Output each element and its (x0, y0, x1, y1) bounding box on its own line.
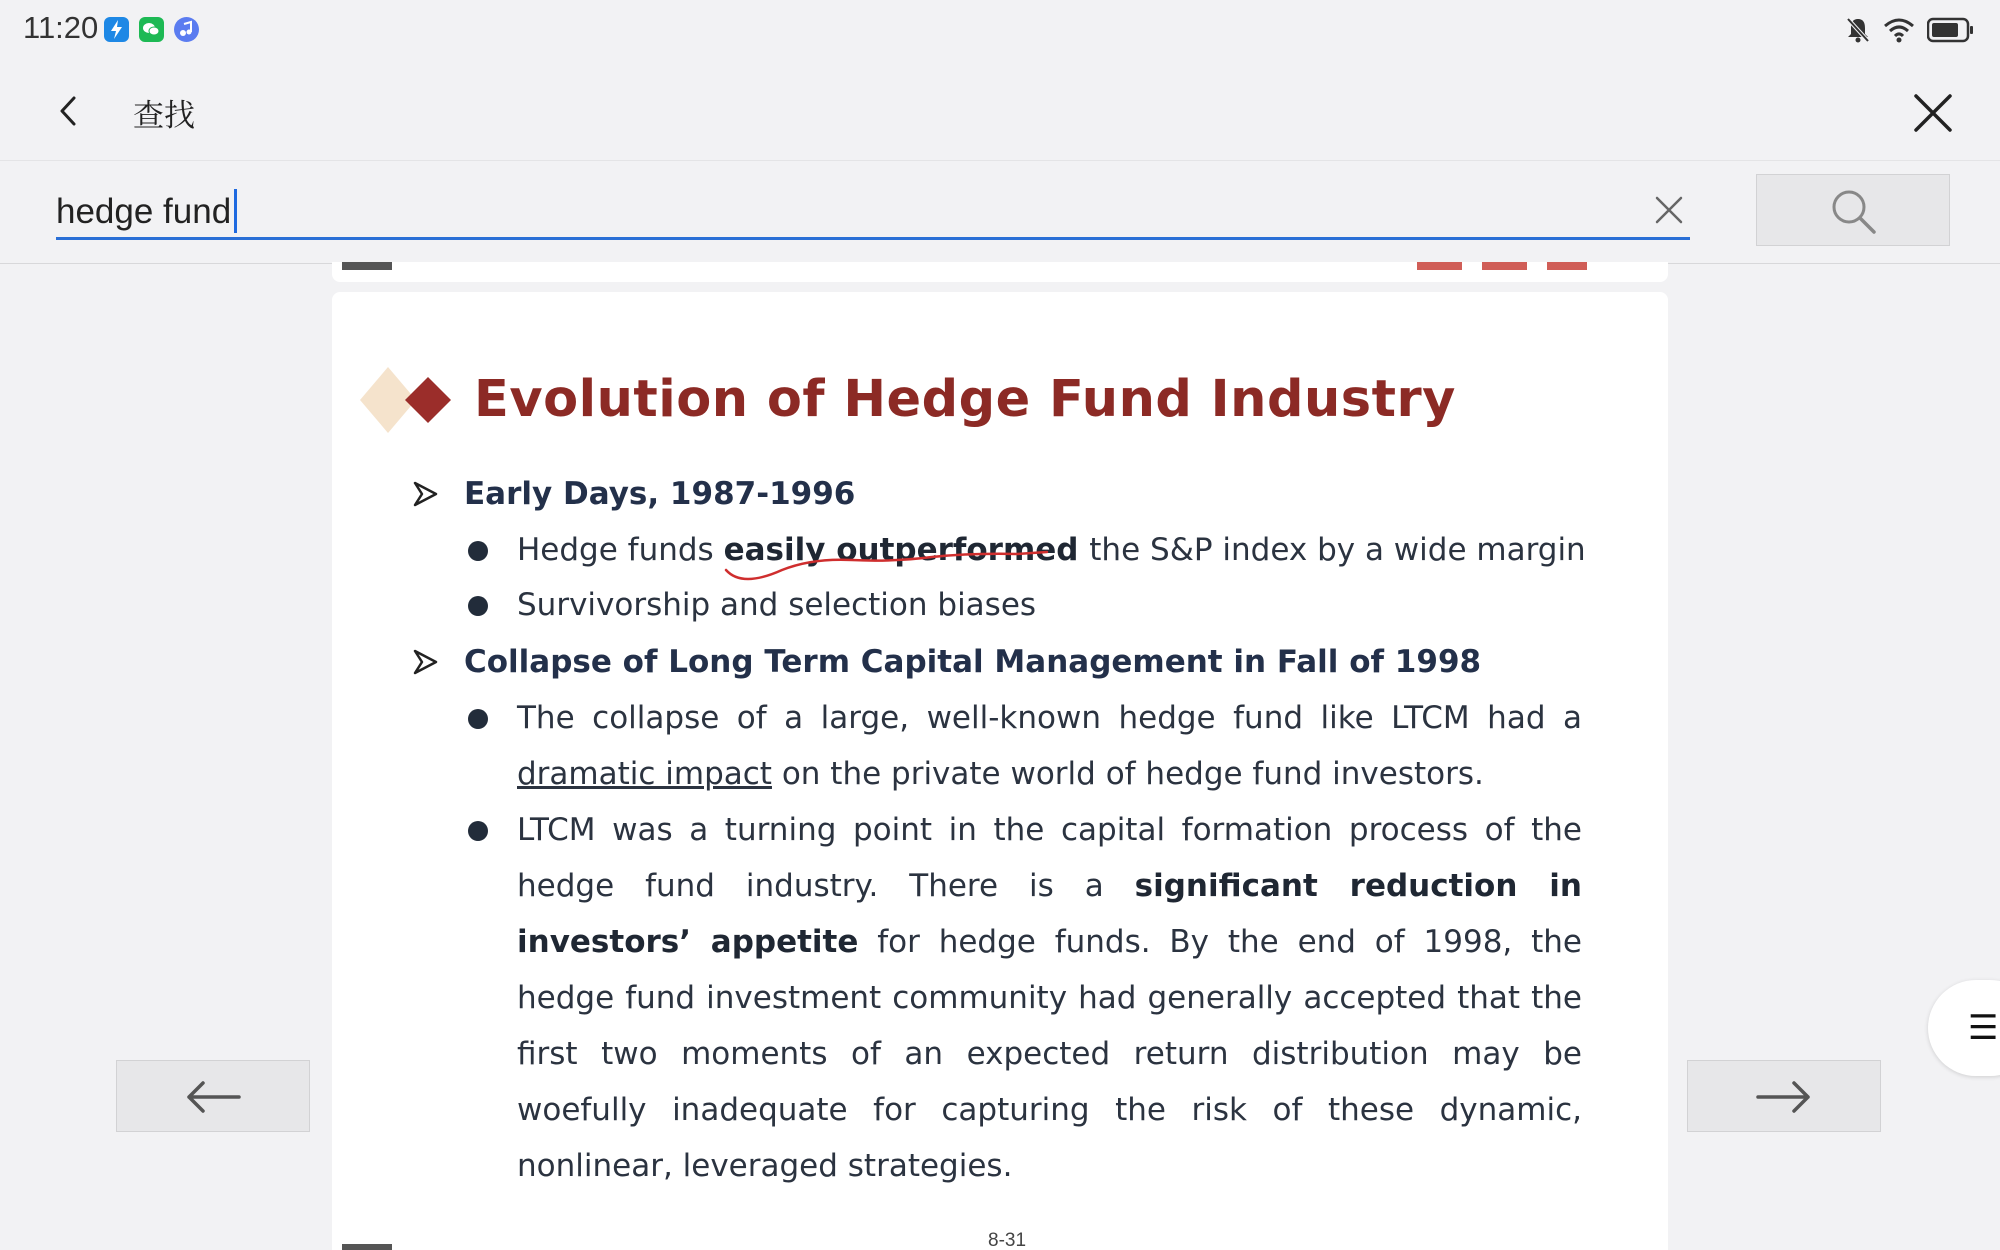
back-button[interactable] (48, 86, 88, 136)
bullet-dot (468, 596, 488, 616)
slide-footer-mark (342, 1244, 392, 1250)
chevron-left-icon (48, 86, 88, 136)
wechat-icon (139, 17, 164, 42)
text-caret (234, 189, 237, 233)
bullet-dot (468, 821, 488, 841)
previous-slide-edge (332, 262, 1668, 282)
title-bar (0, 62, 2000, 160)
arrow-right-icon (1754, 1079, 1814, 1115)
bullet-text (517, 690, 1582, 802)
status-time: 11:20 (23, 10, 99, 45)
section-heading: Early Days, 1987-1996 (464, 476, 856, 512)
text-run: the S&P index by a wide margin (1089, 532, 1586, 568)
close-icon (1908, 88, 1958, 138)
bullet-dot (468, 541, 488, 561)
wifi-icon (1883, 17, 1915, 43)
search-icon (1829, 187, 1879, 237)
text-run: on the private world of hedge fund investors. (771, 756, 1484, 792)
next-page-button[interactable] (1687, 1060, 1881, 1132)
slide-footer-mark (342, 262, 392, 270)
text-line: The collapse of a large, well-known hedge fund like LTCM had a (517, 700, 1582, 736)
menu-button[interactable] (1928, 980, 2000, 1076)
underlined-text: dramatic impact (517, 756, 772, 792)
search-bar (0, 160, 2000, 264)
slide-title: Evolution of Hedge Fund Industry (474, 370, 1456, 429)
arrow-bullet-icon (412, 466, 440, 522)
text-run: Hedge funds (517, 532, 724, 568)
section-heading: Collapse of Long Term Capital Management in Fall of 1998 (464, 644, 1482, 680)
bullet-text: Survivorship and selection biases (517, 587, 1037, 623)
clear-search-button[interactable] (1652, 193, 1686, 227)
battery-icon (1927, 17, 1975, 43)
search-button[interactable] (1756, 174, 1950, 246)
text-line (517, 746, 1582, 802)
text-run: LTCM was a turning point in the capital formation process of the hedge fund industry. There is a (517, 812, 1582, 904)
text-run: for hedge funds. By the end of 1998, the hedge fund investment community had generally accepted that the first two moments of an expected return distribution may be woefully inadequate for capturing the risk of these dynamic, nonlinear, leveraged strategies. (517, 924, 1582, 1184)
diamond-bullet-icon (360, 367, 458, 433)
status-bar (0, 0, 2000, 62)
previous-page-button[interactable] (116, 1060, 310, 1132)
text-run-bold: easily outperformed (723, 532, 1090, 568)
slide-page (332, 292, 1668, 1250)
text-run-bold: significant reduction in investors’ appetite (517, 868, 1582, 960)
mute-icon (1845, 16, 1871, 44)
arrow-left-icon (183, 1079, 243, 1115)
lightning-icon (104, 17, 129, 42)
bullet-text (517, 802, 1582, 1194)
hamburger-menu-icon: ☰ (1968, 1008, 1999, 1048)
search-underline (56, 237, 1690, 240)
page-number: 8-31 (988, 1230, 1027, 1250)
page-title: 查找 (133, 98, 195, 134)
close-button[interactable] (1908, 88, 1958, 138)
bullet-dot (468, 709, 488, 729)
search-input[interactable] (56, 187, 1288, 237)
arrow-bullet-icon (412, 634, 440, 690)
slide-footer-logo (1417, 262, 1587, 270)
music-icon (174, 17, 199, 42)
clear-icon (1652, 193, 1686, 227)
